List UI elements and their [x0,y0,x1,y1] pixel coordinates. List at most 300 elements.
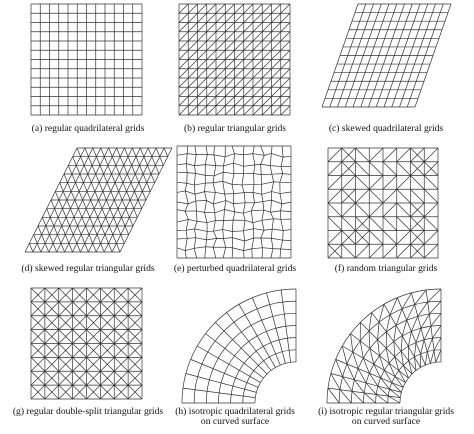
grid-diagonal [92,165,96,174]
grid-diagonal [272,23,281,32]
grid-diagonal [342,217,356,231]
grid-diagonal [272,106,281,115]
grid-diagonal [421,340,424,354]
grid-diagonal [216,87,225,96]
grid-diagonal [128,157,132,166]
grid-diagonal [429,301,441,314]
grid-diagonal [356,162,370,176]
grid-diagonal [114,200,118,209]
grid-diagonal [75,200,79,209]
grid-diagonal [281,106,290,115]
grid-diagonal [235,60,244,69]
grid-diagonal [207,69,216,78]
grid-diagonal [140,148,144,157]
grid-diagonal [74,217,78,226]
grid-diagonal [424,176,438,190]
grid-diagonal [85,148,89,157]
grid-diagonal [73,157,77,166]
grid-diagonal [122,200,126,209]
grid-diagonal [244,13,253,22]
grid-diagonal [73,235,77,244]
grid-diagonal [78,226,82,235]
grid-diagonal [262,32,271,41]
grid-diagonal [68,165,72,174]
grid-diagonal [120,157,124,166]
grid-diagonal [272,41,281,50]
grid-diagonal [105,235,109,244]
grid-diagonal [360,341,363,358]
grid-diagonal [207,106,216,115]
grid-diagonal [164,148,168,157]
grid-diagonal [253,78,262,87]
grid-diagonal [76,165,80,174]
grid-diagonal [383,203,397,217]
grid-diagonal [225,97,234,106]
grid-diagonal [127,191,131,200]
grid-diagonal [129,217,133,226]
panel-g-mesh [31,288,142,399]
grid-diagonal [244,87,253,96]
grid-diagonal [72,174,76,183]
grid-diagonal [427,338,432,351]
grid-diagonal [432,325,441,338]
grid-diagonal [253,4,262,13]
grid-diagonal [94,209,98,218]
grid-diagonal [207,87,216,96]
grid-diagonal [424,203,438,217]
grid-diagonal [272,97,281,106]
grid-diagonal [53,243,57,252]
grid-diagonal [91,183,95,192]
grid-diagonal [342,176,356,190]
grid-diagonal [101,148,105,157]
grid-diagonal [112,174,116,183]
grid-diagonal [188,32,197,41]
grid-radial [252,298,280,365]
grid-diagonal [198,13,207,22]
grid-diagonal [58,217,62,226]
grid-diagonal [397,189,411,203]
grid-diagonal [328,148,342,162]
grid-diagonal [244,69,253,78]
grid-diagonal [225,78,234,87]
grid-diagonal [62,226,66,235]
grid-diagonal [369,331,370,348]
grid-diagonal [356,176,370,190]
grid-line [177,210,291,214]
grid-diagonal [216,4,225,13]
grid-diagonal [119,174,123,183]
grid-diagonal [369,189,383,203]
grid-diagonal [42,217,46,226]
grid-diagonal [207,23,216,32]
grid-diagonal [83,200,87,209]
grid-diagonal [366,383,376,395]
grid-diagonal [89,157,93,166]
grid-diagonal [198,60,207,69]
grid-line [213,146,217,258]
grid-diagonal [352,391,363,403]
grid-diagonal [108,165,112,174]
grid-diagonal [253,23,262,32]
grid-diagonal [70,226,74,235]
grid-diagonal [262,23,271,32]
grid-diagonal [235,32,244,41]
grid-diagonal [148,165,152,174]
grid-diagonal [244,32,253,41]
grid-diagonal [102,209,106,218]
panel-a-mesh [31,4,142,115]
grid-line [177,200,291,204]
grid-diagonal [216,50,225,59]
caption-c: (c) skewed quadrilateral grids [328,123,444,134]
grid-diagonal [109,226,113,235]
grid-diagonal [378,322,379,339]
grid-diagonal [96,157,100,166]
grid-diagonal [95,191,99,200]
grid-diagonal [225,32,234,41]
grid-diagonal [156,148,160,157]
grid-diagonal [147,183,151,192]
grid-diagonal [369,176,383,190]
grid-diagonal [100,165,104,174]
grid-diagonal [77,243,81,252]
grid-diagonal [216,13,225,22]
grid-diagonal [125,148,129,157]
grid-diagonal [71,191,75,200]
grid-diagonal [88,174,92,183]
panel-d-mesh [25,148,172,252]
grid-diagonal [198,69,207,78]
grid-diagonal [351,334,353,352]
grid-diagonal [425,352,427,365]
grid-diagonal [207,97,216,106]
grid-diagonal [244,106,253,115]
grid-diagonal [421,314,429,328]
grid-diagonal [34,235,38,244]
grid-diagonal [397,244,411,258]
grid-diagonal [235,4,244,13]
grid-diagonal [414,343,416,357]
grid-diagonal [369,231,383,245]
grid-diagonal [63,191,67,200]
grid-diagonal [132,148,136,157]
grid-diagonal [253,13,262,22]
grid-diagonal [216,32,225,41]
grid-diagonal [235,23,244,32]
grid-diagonal [328,231,342,245]
grid-diagonal [424,244,438,258]
grid-diagonal [272,87,281,96]
grid-diagonal [253,69,262,78]
grid-diagonal [96,174,100,183]
grid-line [232,146,235,258]
grid-diagonal [93,226,97,235]
grid-diagonal [81,157,85,166]
grid-diagonal [235,87,244,96]
grid-diagonal [397,176,411,190]
grid-diagonal [216,106,225,115]
grid-diagonal [272,4,281,13]
grid-diagonal [57,235,61,244]
grid-diagonal [383,189,397,203]
grid-diagonal [130,200,134,209]
grid-diagonal [38,226,42,235]
grid-diagonal [117,226,121,235]
grid-diagonal [383,176,397,190]
grid-diagonal [110,209,114,218]
caption-d: (d) skewed regular triangular grids [21,263,155,274]
grid-diagonal [112,157,116,166]
grid-diagonal [281,13,290,22]
grid-diagonal [188,50,197,59]
caption-f: (f) random triangular grids [334,263,438,274]
grid-diagonal [244,23,253,32]
grid-diagonal [188,23,197,32]
grid-diagonal [281,87,290,96]
grid-diagonal [244,4,253,13]
grid-diagonal [207,78,216,87]
grid-diagonal [328,162,342,176]
grid-diagonal [98,217,102,226]
grid-diagonal [140,165,144,174]
grid-diagonal [378,340,380,356]
grid-diagonal [148,148,152,157]
grid-diagonal [428,289,441,302]
grid-diagonal [262,97,271,106]
grid-diagonal [369,203,383,217]
grid-diagonal [135,174,139,183]
grid-diagonal [90,217,94,226]
grid-diagonal [54,226,58,235]
grid-diagonal [281,4,290,13]
grid-diagonal [235,13,244,22]
grid-diagonal [253,87,262,96]
grid-diagonal [225,87,234,96]
grid-diagonal [235,106,244,115]
grid-diagonal [79,191,83,200]
grid-line [223,146,226,258]
grid-diagonal [179,41,188,50]
grid-diagonal [119,191,123,200]
grid-diagonal [61,243,65,252]
grid-diagonal [394,342,395,357]
grid-diagonal [66,217,70,226]
grid-diagonal [143,174,147,183]
grid-diagonal [198,41,207,50]
grid-diagonal [216,97,225,106]
grid-diagonal [411,189,425,203]
grid-diagonal [397,162,411,176]
grid-line [205,146,208,258]
grid-diagonal [104,174,108,183]
grid-diagonal [55,209,59,218]
grid-diagonal [430,350,434,363]
grid-diagonal [77,148,81,157]
grid-diagonal [328,388,339,403]
grid-diagonal [383,231,397,245]
grid-diagonal [225,69,234,78]
grid-diagonal [272,32,281,41]
grid-diagonal [99,200,103,209]
grid-diagonal [87,191,91,200]
grid-diagonal [207,50,216,59]
grid-line [185,146,188,258]
grid-diagonal [369,244,383,258]
grid-diagonal [63,209,67,218]
grid-diagonal [188,4,197,13]
grid-line [177,219,291,223]
grid-diagonal [86,209,90,218]
grid-diagonal [51,200,55,209]
grid-diagonal [253,32,262,41]
grid-diagonal [369,217,383,231]
grid-diagonal [281,50,290,59]
grid-line [251,146,255,258]
grid-diagonal [106,200,110,209]
grid-diagonal [106,217,110,226]
caption-g: (g) regular double-split triangular grids [12,406,164,417]
grid-diagonal [97,235,101,244]
grid-diagonal [272,50,281,59]
caption-a: (a) regular quadrilateral grids [31,123,145,134]
grid-diagonal [262,4,271,13]
grid-diagonal [179,23,188,32]
grid-diagonal [179,78,188,87]
grid-diagonal [82,217,86,226]
grid-diagonal [198,32,207,41]
grid-diagonal [109,148,113,157]
grid-diagonal [103,191,107,200]
grid-diagonal [29,243,33,252]
grid-diagonal [198,78,207,87]
grid-diagonal [424,189,438,203]
grid-diagonal [397,203,411,217]
grid-diagonal [47,209,51,218]
grid-line [280,146,283,258]
grid-diagonal [369,313,372,331]
grid-diagonal [125,226,129,235]
grid-diagonal [91,200,95,209]
grid-diagonal [244,50,253,59]
grid-diagonal [188,87,197,96]
grid-diagonal [198,4,207,13]
grid-diagonal [50,217,54,226]
grid-diagonal [225,4,234,13]
grid-diagonal [262,41,271,50]
grid-diagonal [328,203,342,217]
grid-diagonal [107,183,111,192]
grid-diagonal [65,235,69,244]
grid-diagonal [155,165,159,174]
grid-diagonal [68,183,72,192]
grid-diagonal [179,106,188,115]
grid-diagonal [124,165,128,174]
grid-diagonal [253,50,262,59]
grid-diagonal [342,203,356,217]
grid-diagonal [132,165,136,174]
grid-diagonal [122,217,126,226]
grid-diagonal [93,148,97,157]
grid-diagonal [64,174,68,183]
grid-diagonal [46,226,50,235]
grid-diagonal [198,87,207,96]
grid-diagonal [139,183,143,192]
grid-diagonal [262,60,271,69]
grid-diagonal [70,209,74,218]
grid-diagonal [340,390,351,403]
grid-diagonal [272,13,281,22]
grid-diagonal [80,174,84,183]
grid-diagonal [69,243,73,252]
grid-diagonal [179,87,188,96]
grid-diagonal [101,226,105,235]
grid-diagonal [59,200,63,209]
grid-diagonal [235,97,244,106]
grid-diagonal [93,243,97,252]
grid-diagonal [109,243,113,252]
grid-diagonal [179,69,188,78]
grid-diagonal [397,217,411,231]
grid-diagonal [99,183,103,192]
grid-diagonal [86,226,90,235]
grid-diagonal [281,69,290,78]
grid-diagonal [216,41,225,50]
grid-diagonal [356,148,370,162]
grid-diagonal [76,183,80,192]
grid-diagonal [144,157,148,166]
grid-diagonal [262,87,271,96]
grid-diagonal [235,78,244,87]
grid-diagonal [216,69,225,78]
grid-diagonal [188,41,197,50]
grid-diagonal [383,244,397,258]
grid-diagonal [179,97,188,106]
grid-diagonal [45,243,49,252]
grid-diagonal [116,165,120,174]
grid-diagonal [198,106,207,115]
grid-diagonal [216,60,225,69]
grid-diagonal [60,183,64,192]
grid-diagonal [134,209,138,218]
grid-diagonal [253,106,262,115]
grid-diagonal [225,50,234,59]
grid-diagonal [235,50,244,59]
grid-diagonal [383,148,397,162]
grid-diagonal [104,157,108,166]
grid-diagonal [356,189,370,203]
grid-diagonal [272,69,281,78]
grid-diagonal [262,106,271,115]
grid-diagonal [235,69,244,78]
grid-diagonal [272,60,281,69]
grid-diagonal [207,13,216,22]
grid-diagonal [356,203,370,217]
grid-diagonal [281,41,290,50]
grid-diagonal [416,328,421,343]
grid-line [177,229,291,232]
grid-diagonal [160,157,164,166]
grid-diagonal [67,200,71,209]
grid-line [194,146,197,258]
grid-diagonal [117,148,121,157]
grid-diagonal [244,60,253,69]
grid-diagonal [225,60,234,69]
grid-diagonal [136,157,140,166]
grid-diagonal [188,78,197,87]
grid-diagonal [114,217,118,226]
grid-diagonal [179,60,188,69]
